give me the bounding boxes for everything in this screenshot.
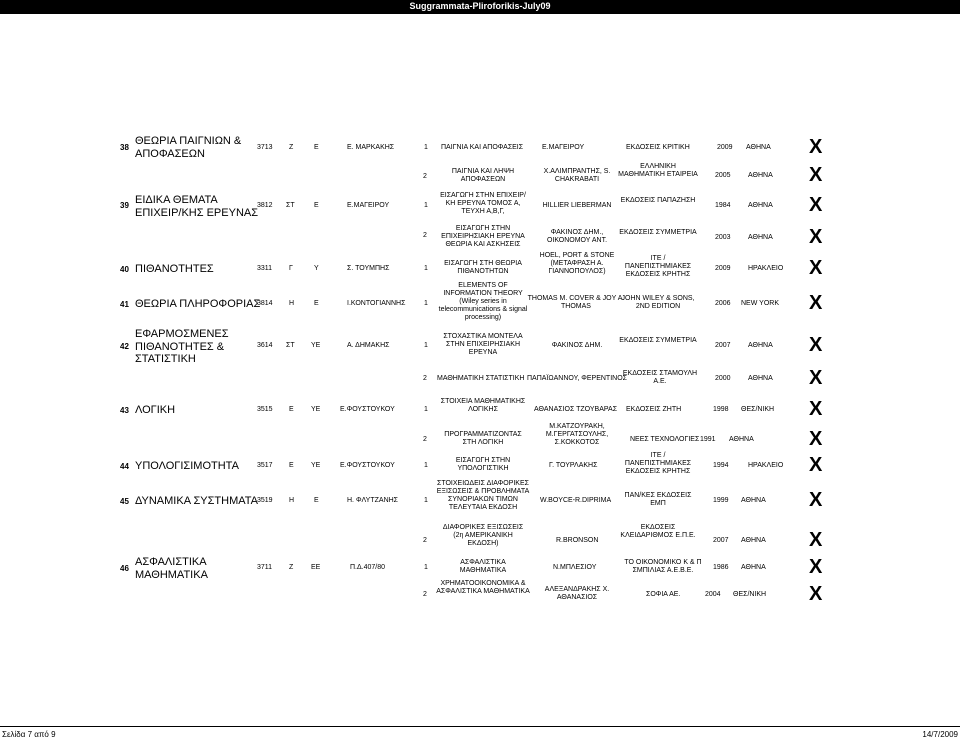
book-author: W.BOYCE-R.DIPRIMA <box>540 497 612 504</box>
availability-mark: X <box>809 194 823 216</box>
course-code: 3515 <box>257 406 273 413</box>
course-professor: Π.Δ.407/80 <box>350 564 386 571</box>
availability-mark: X <box>809 398 823 420</box>
book-city: ΑΘΗΝΑ <box>741 564 766 571</box>
book-city: ΘΕΣ/ΝΙΚΗ <box>741 406 775 413</box>
book-year: 2007 <box>715 342 731 349</box>
book-city: ΑΘΗΝΑ <box>748 172 773 179</box>
footer-divider <box>0 726 960 727</box>
course-title: ΘΕΩΡΙΑ ΠΛΗΡΟΦΟΡΙΑΣ <box>135 298 261 310</box>
availability-mark: X <box>809 226 823 248</box>
book-author: ΦΑΚΙΝΟΣ ΔΗΜ. <box>551 342 603 349</box>
book-publisher: ΕΚΔΟΣΕΙΣ ΣΥΜΜΕΤΡΙΑ <box>619 229 697 236</box>
book-author: HILLIER LIEBERMAN <box>542 202 612 209</box>
course-number: 40 <box>120 265 129 274</box>
course-semester: Γ <box>289 265 293 272</box>
course-professor: Η. ΦΛΥΤΖΑΝΗΣ <box>347 497 399 504</box>
availability-mark: X <box>809 164 823 186</box>
course-title: ΥΠΟΛΟΓΙΣΙΜΟΤΗΤΑ <box>135 460 239 472</box>
course-type: ΥΕ <box>311 462 321 469</box>
book-author: HOEL, PORT & STONE (ΜΕΤΑΦΡΑΣΗ Α. ΓΙΑΝΝΟΠΟΥΛΟΣ) <box>539 252 615 276</box>
book-city: ΑΘΗΝΑ <box>741 497 766 504</box>
availability-mark: X <box>809 136 823 158</box>
book-publisher: ΙΤΕ / ΠΑΝΕΠΙΣΤΗΜΙΑΚΕΣ ΕΚΔΟΣΕΙΣ ΚΡΗΤΗΣ <box>624 255 692 279</box>
course-number: 44 <box>120 462 129 471</box>
book-title: ΠΑΙΓΝΙΑ ΚΑΙ ΑΠΟΦΑΣΕΙΣ <box>441 144 524 151</box>
book-number: 2 <box>423 591 427 598</box>
course-hours: 1 <box>424 202 428 209</box>
print-date: 14/7/2009 <box>922 730 958 739</box>
course-title: ΔΥΝΑΜΙΚΑ ΣΥΣΤΗΜΑΤΑ <box>135 495 259 507</box>
book-city: NEW YORK <box>741 300 779 307</box>
availability-mark: X <box>809 583 823 605</box>
book-title: ΕΙΣΑΓΩΓΗ ΣΤΗΝ ΕΠΙΧΕΙΡ/ΚΗ ΕΡΕΥΝΑ ΤΟΜΟΣ Α, ΤΕΥΧΗ Α,Β,Γ, <box>440 192 526 216</box>
book-title: ΠΡΟΓΡΑΜΜΑΤΙΖΟΝΤΑΣ ΣΤΗ ΛΟΓΙΚΗ <box>444 431 522 447</box>
course-hours: 1 <box>424 265 428 272</box>
book-publisher: ΕΚΔΟΣΕΙΣ ΖΗΤΗ <box>626 406 682 413</box>
book-year: 2005 <box>715 172 731 179</box>
availability-mark: X <box>809 334 823 356</box>
course-type: ΥΕ <box>311 342 321 349</box>
course-code: 3814 <box>257 300 273 307</box>
course-number: 43 <box>120 406 129 415</box>
book-title: ΠΑΙΓΝΙΑ ΚΑΙ ΛΗΨΗ ΑΠΟΦΑΣΕΩΝ <box>451 168 515 184</box>
book-year: 2004 <box>705 591 721 598</box>
book-author: ΑΛΕΞΑΝΔΡΑΚΗΣ Χ. ΑΘΑΝΑΣΙΟΣ <box>544 586 610 602</box>
book-author: Ε.ΜΑΓΕΙΡΟΥ <box>542 144 585 151</box>
book-year: 1998 <box>713 406 729 413</box>
course-title: ΠΙΘΑΝΟΤΗΤΕΣ <box>135 263 214 275</box>
book-title: ΣΤΟΙΧΕΙΩΔΕΙΣ ΔΙΑΦΟΡΙΚΕΣ ΕΞΙΣΩΣΕΙΣ & ΠΡΟΒΛΗΜΑΤΑ ΣΥΝΟΡΙΑΚΩΝ ΤΙΜΩΝ ΤΕΛΕΥΤΑΙΑ ΕΚΔΟΣΗ <box>436 480 530 512</box>
book-city: ΑΘΗΝΑ <box>746 144 771 151</box>
availability-mark: X <box>809 454 823 476</box>
course-type: Ε <box>314 497 319 504</box>
book-title: ΕΙΣΑΓΩΓΗ ΣΤΗΝ ΕΠΙΧΕΙΡΗΣΙΑΚΗ ΕΡΕΥΝΑ ΘΕΩΡΙΑ ΚΑΙ ΑΣΚΗΣΕΙΣ <box>441 225 525 249</box>
course-professor: Ε.ΜΑΓΕΙΡΟΥ <box>347 202 390 209</box>
book-author: ΑΘΑΝΑΣΙΟΣ ΤΖΟΥΒΑΡΑΣ <box>534 406 618 413</box>
course-code: 3713 <box>257 144 273 151</box>
book-publisher: JOHN WILEY & SONS, 2ND EDITION <box>621 295 695 311</box>
book-title: ΜΑΘΗΜΑΤΙΚΗ ΣΤΑΤΙΣΤΙΚΗ <box>437 375 525 382</box>
book-author: Μ.ΚΑΤΖΟΥΡΑΚΗ, Μ.ΓΕΡΓΑΤΣΟΥΛΗΣ, Σ.ΚΟΚΚΟΤΟΣ <box>545 423 609 447</box>
book-number: 2 <box>423 232 427 239</box>
course-number: 42 <box>120 342 129 351</box>
book-number: 2 <box>423 375 427 382</box>
course-code: 3519 <box>257 497 273 504</box>
course-code: 3614 <box>257 342 273 349</box>
course-code: 3311 <box>257 265 273 272</box>
book-city: ΑΘΗΝΑ <box>748 375 773 382</box>
book-city: ΑΘΗΝΑ <box>729 436 754 443</box>
course-number: 38 <box>120 143 129 152</box>
course-professor: Ε. ΜΑΡΚΑΚΗΣ <box>347 144 395 151</box>
book-year: 1999 <box>713 497 729 504</box>
book-publisher: ΤΟ ΟΙΚΟΝΟΜΙΚΟ Κ & Π ΣΜΠΙΛΙΑΣ Α.Ε.Β.Ε. <box>624 559 702 575</box>
course-semester: Ε <box>289 462 294 469</box>
book-city: ΑΘΗΝΑ <box>748 202 773 209</box>
course-professor: Α. ΔΗΜΑΚΗΣ <box>347 342 390 349</box>
course-type: Ε <box>314 300 319 307</box>
book-publisher: ΕΚΔΟΣΕΙΣ ΣΥΜΜΕΤΡΙΑ <box>619 337 697 344</box>
course-number: 46 <box>120 564 129 573</box>
course-professor: Ι.ΚΟΝΤΟΓΙΑΝΝΗΣ <box>347 300 406 307</box>
book-author: Ν.ΜΠΛΕΣΙΟΥ <box>553 564 597 571</box>
course-semester: Ζ <box>289 564 294 571</box>
book-publisher: ΠΑΝ/ΚΕΣ ΕΚΔΟΣΕΙΣ ΕΜΠ <box>624 492 692 508</box>
course-professor: Σ. ΤΟΥΜΠΗΣ <box>347 265 390 272</box>
course-title: ΘΕΩΡΙΑ ΠΑΙΓΝΙΩΝ & ΑΠΟΦΑΣΕΩΝ <box>135 135 242 160</box>
book-city: ΑΘΗΝΑ <box>748 342 773 349</box>
book-city: ΗΡΑΚΛΕΙΟ <box>748 265 784 272</box>
course-professor: Ε.ΦΟΥΣΤΟΥΚΟΥ <box>340 406 395 413</box>
availability-mark: X <box>809 292 823 314</box>
book-city: ΑΘΗΝΑ <box>741 537 766 544</box>
course-title: ΕΦΑΡΜΟΣΜΕΝΕΣ ΠΙΘΑΝΟΤΗΤΕΣ & ΣΤΑΤΙΣΤΙΚΗ <box>135 328 229 366</box>
book-author: Χ.ΑΛΙΜΠΡΑΝΤΗΣ, S. CHAKRABATI <box>543 168 611 184</box>
book-number: 2 <box>423 537 427 544</box>
course-semester: Η <box>289 300 295 307</box>
course-hours: 1 <box>424 300 428 307</box>
course-number: 39 <box>120 201 129 210</box>
book-year: 2006 <box>715 300 731 307</box>
book-publisher: ΕΚΔΟΣΕΙΣ ΣΤΑΜΟΥΛΗ Α.Ε. <box>622 370 698 386</box>
availability-mark: X <box>809 556 823 578</box>
course-hours: 1 <box>424 342 428 349</box>
availability-mark: X <box>809 529 823 551</box>
course-semester: ΣΤ <box>286 342 295 349</box>
course-hours: 1 <box>424 564 428 571</box>
book-year: 2009 <box>717 144 733 151</box>
book-city: ΑΘΗΝΑ <box>748 234 773 241</box>
book-year: 1994 <box>713 462 729 469</box>
book-title: ΕΙΣΑΓΩΓΗ ΣΤΗ ΘΕΩΡΙΑ ΠΙΘΑΝΟΤΗΤΩΝ <box>444 260 522 276</box>
book-author: Γ. ΤΟΥΡΛΑΚΗΣ <box>549 462 598 469</box>
course-type: Ε <box>314 202 319 209</box>
book-number: 2 <box>423 173 427 180</box>
book-title: ΣΤΟΧΑΣΤΙΚΑ ΜΟΝΤΕΛΑ ΣΤΗΝ ΕΠΙΧΕΙΡΗΣΙΑΚΗ ΕΡΕΥΝΑ <box>443 333 523 357</box>
book-publisher: ΣΟΦΙΑ ΑΕ. <box>646 591 681 598</box>
course-hours: 1 <box>424 462 428 469</box>
book-city: ΘΕΣ/ΝΙΚΗ <box>733 591 767 598</box>
course-semester: ΣΤ <box>286 202 295 209</box>
course-type: Υ <box>314 265 319 272</box>
book-year: 1991 <box>700 436 716 443</box>
book-year: 2009 <box>715 265 731 272</box>
book-number: 2 <box>423 436 427 443</box>
course-semester: Ε <box>289 406 294 413</box>
book-author: ΠΑΠΑΪΩΑΝΝΟΥ, ΦΕΡΕΝΤΙΝΟΣ <box>527 375 627 382</box>
book-year: 1984 <box>715 202 731 209</box>
book-city: ΗΡΑΚΛΕΙΟ <box>748 462 784 469</box>
book-year: 1986 <box>713 564 729 571</box>
course-type: ΥΕ <box>311 406 321 413</box>
course-number: 45 <box>120 497 129 506</box>
book-year: 2007 <box>713 537 729 544</box>
availability-mark: X <box>809 489 823 511</box>
book-year: 2003 <box>715 234 731 241</box>
book-author: ΦΑΚΙΝΟΣ ΔΗΜ., ΟΙΚΟΝΟΜΟΥ ΑΝΤ. <box>546 229 608 245</box>
book-title: ΕΙΣΑΓΩΓΗ ΣΤΗΝ ΥΠΟΛΟΓΙΣΤΙΚΗ <box>455 457 511 473</box>
book-publisher: ΕΚΔΟΣΕΙΣ ΚΡΙΤΙΚΗ <box>626 144 690 151</box>
course-semester: Η <box>289 497 295 504</box>
course-number: 41 <box>120 300 129 309</box>
course-code: 3517 <box>257 462 273 469</box>
course-professor: Ε.ΦΟΥΣΤΟΥΚΟΥ <box>340 462 395 469</box>
book-author: THOMAS M. COVER & JOY A. THOMAS <box>527 295 625 311</box>
book-publisher: ΕΚΔΟΣΕΙΣ ΠΑΠΑΖΗΣΗ <box>620 197 696 204</box>
course-semester: Ζ <box>289 144 294 151</box>
course-hours: 1 <box>424 497 428 504</box>
book-author: R.BRONSON <box>556 537 599 544</box>
course-code: 3711 <box>257 564 273 571</box>
availability-mark: X <box>809 257 823 279</box>
course-title: ΛΟΓΙΚΗ <box>135 404 176 416</box>
book-title: ELEMENTS OF INFORMATION THEORY (Wiley series in telecommunications & signal processing) <box>438 282 528 322</box>
course-hours: 1 <box>424 144 428 151</box>
course-title: ΕΙΔΙΚΑ ΘΕΜΑΤΑ ΕΠΙΧΕΙΡ/ΚΗΣ ΕΡΕΥΝΑΣ <box>135 194 259 219</box>
book-title: ΔΙΑΦΟΡΙΚΕΣ ΕΞΙΣΩΣΕΙΣ (2η ΑΜΕΡΙΚΑΝΙΚΗ ΕΚΔΟΣΗ) <box>442 524 524 548</box>
course-title: ΑΣΦΑΛΙΣΤΙΚΑ ΜΑΘΗΜΑΤΙΚΑ <box>135 556 208 581</box>
book-publisher: ΕΛΛΗΝΙΚΗ ΜΑΘΗΜΑΤΙΚΗ ΕΤΑΙΡΕΙΑ <box>618 163 698 179</box>
book-publisher: ΙΤΕ / ΠΑΝΕΠΙΣΤΗΜΙΑΚΕΣ ΕΚΔΟΣΕΙΣ ΚΡΗΤΗΣ <box>624 452 692 476</box>
course-code: 3812 <box>257 202 273 209</box>
book-publisher: ΕΚΔΟΣΕΙΣ ΚΛΕΙΔΑΡΙΘΜΟΣ Ε.Π.Ε. <box>620 524 696 540</box>
book-year: 2000 <box>715 375 731 382</box>
availability-mark: X <box>809 367 823 389</box>
book-title: ΧΡΗΜΑΤΟΟΙΚΟΝΟΜΙΚΑ & ΑΣΦΑΛΙΣΤΙΚΑ ΜΑΘΗΜΑΤΙΚΑ <box>436 580 530 596</box>
availability-mark: X <box>809 428 823 450</box>
page-number: Σελίδα 7 από 9 <box>2 730 56 739</box>
book-title: ΣΤΟΙΧΕΙΑ ΜΑΘΗΜΑΤΙΚΗΣ ΛΟΓΙΚΗΣ <box>440 398 526 414</box>
book-title: ΑΣΦΑΛΙΣΤΙΚΑ ΜΑΘΗΜΑΤΙΚΑ <box>459 559 507 575</box>
document-title: Suggrammata-Pliroforikis-July09 <box>409 1 551 11</box>
course-type: Ε <box>314 144 319 151</box>
course-type: ΕΕ <box>311 564 321 571</box>
course-hours: 1 <box>424 406 428 413</box>
book-publisher: ΝΕΕΣ ΤΕΧΝΟΛΟΓΙΕΣ <box>630 436 700 443</box>
